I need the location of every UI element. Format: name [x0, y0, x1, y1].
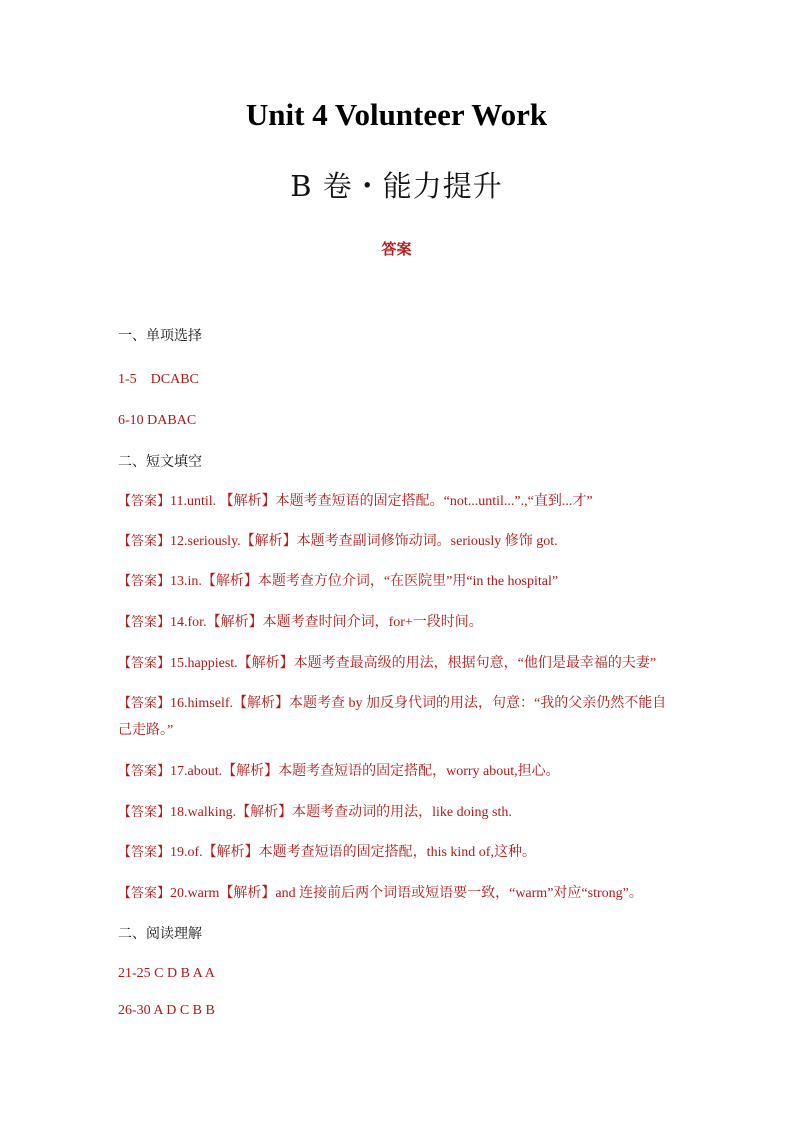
answer-tag: 【答案】 [118, 615, 171, 630]
answer-text: 19.of.【解析】本题考查短语的固定搭配，this kind of,这种。 [170, 845, 536, 860]
fill-answer-item [118, 883, 688, 905]
reading-answer-line: 21-25 C D B A A [118, 966, 215, 981]
answer-text: 15.happiest.【解析】本题考查最高级的用法，根据句意，“他们是最幸福的夫妻” [170, 656, 657, 671]
answer-text: 18.walking.【解析】本题考查动词的用法，like doing sth. [170, 805, 512, 820]
section-heading-reading: 二、阅读理解 [118, 926, 202, 942]
answer-tag: 【答案】 [118, 764, 171, 779]
reading-answer-line: 26-30 A D C B B [118, 1003, 215, 1018]
choice-answer-line: 1-5 DCABC [118, 372, 199, 387]
fill-answer-item [118, 761, 688, 783]
answer-tag: 【答案】 [118, 534, 171, 549]
section-heading-cloze: 二、短文填空 [118, 454, 202, 470]
answer-tag: 【答案】 [118, 845, 171, 860]
answer-tag: 【答案】 [118, 574, 171, 589]
answer-heading: 答案 [381, 240, 412, 258]
choice-answer-line: 6-10 DABAC [118, 413, 197, 428]
fill-answer-item [118, 842, 688, 864]
answer-tag: 【答案】 [118, 805, 171, 820]
fill-answer-item [118, 802, 688, 824]
fill-answer-item [118, 491, 688, 513]
answer-text: 11.until. 【解析】本题考查短语的固定搭配。“not...until...”.,“直到...才” [170, 494, 593, 509]
fill-answer-item [118, 571, 688, 593]
fill-answer-item [118, 531, 688, 553]
answer-tag: 【答案】 [118, 696, 171, 711]
document-subtitle: B 卷・能力提升 [290, 169, 503, 203]
fill-answer-item [118, 612, 688, 634]
document-title: Unit 4 Volunteer Work [245, 97, 548, 132]
answer-text: 16.himself.【解析】本题考查 by 加反身代词的用法，句意：“我的父亲仍然不能自己走路。” [118, 696, 667, 738]
fill-answer-item [118, 690, 678, 744]
answer-tag: 【答案】 [118, 656, 171, 671]
answer-text: 17.about.【解析】本题考查短语的固定搭配，worry about,担心。 [170, 764, 560, 779]
answer-text: 12.seriously.【解析】本题考查副词修饰动词。seriously 修饰 got. [170, 534, 558, 549]
section-heading-single-choice: 一、单项选择 [118, 328, 202, 344]
answer-text: 14.for.【解析】本题考查时间介词，for+一段时间。 [170, 615, 483, 630]
answer-text: 13.in.【解析】本题考查方位介词，“在医院里”用“in the hospital” [170, 574, 559, 589]
answer-tag: 【答案】 [118, 494, 171, 509]
answer-tag: 【答案】 [118, 886, 171, 901]
answer-text: 20.warm【解析】and 连接前后两个词语或短语要一致，“warm”对应“strong”。 [170, 886, 643, 901]
fill-answer-item [118, 653, 688, 675]
